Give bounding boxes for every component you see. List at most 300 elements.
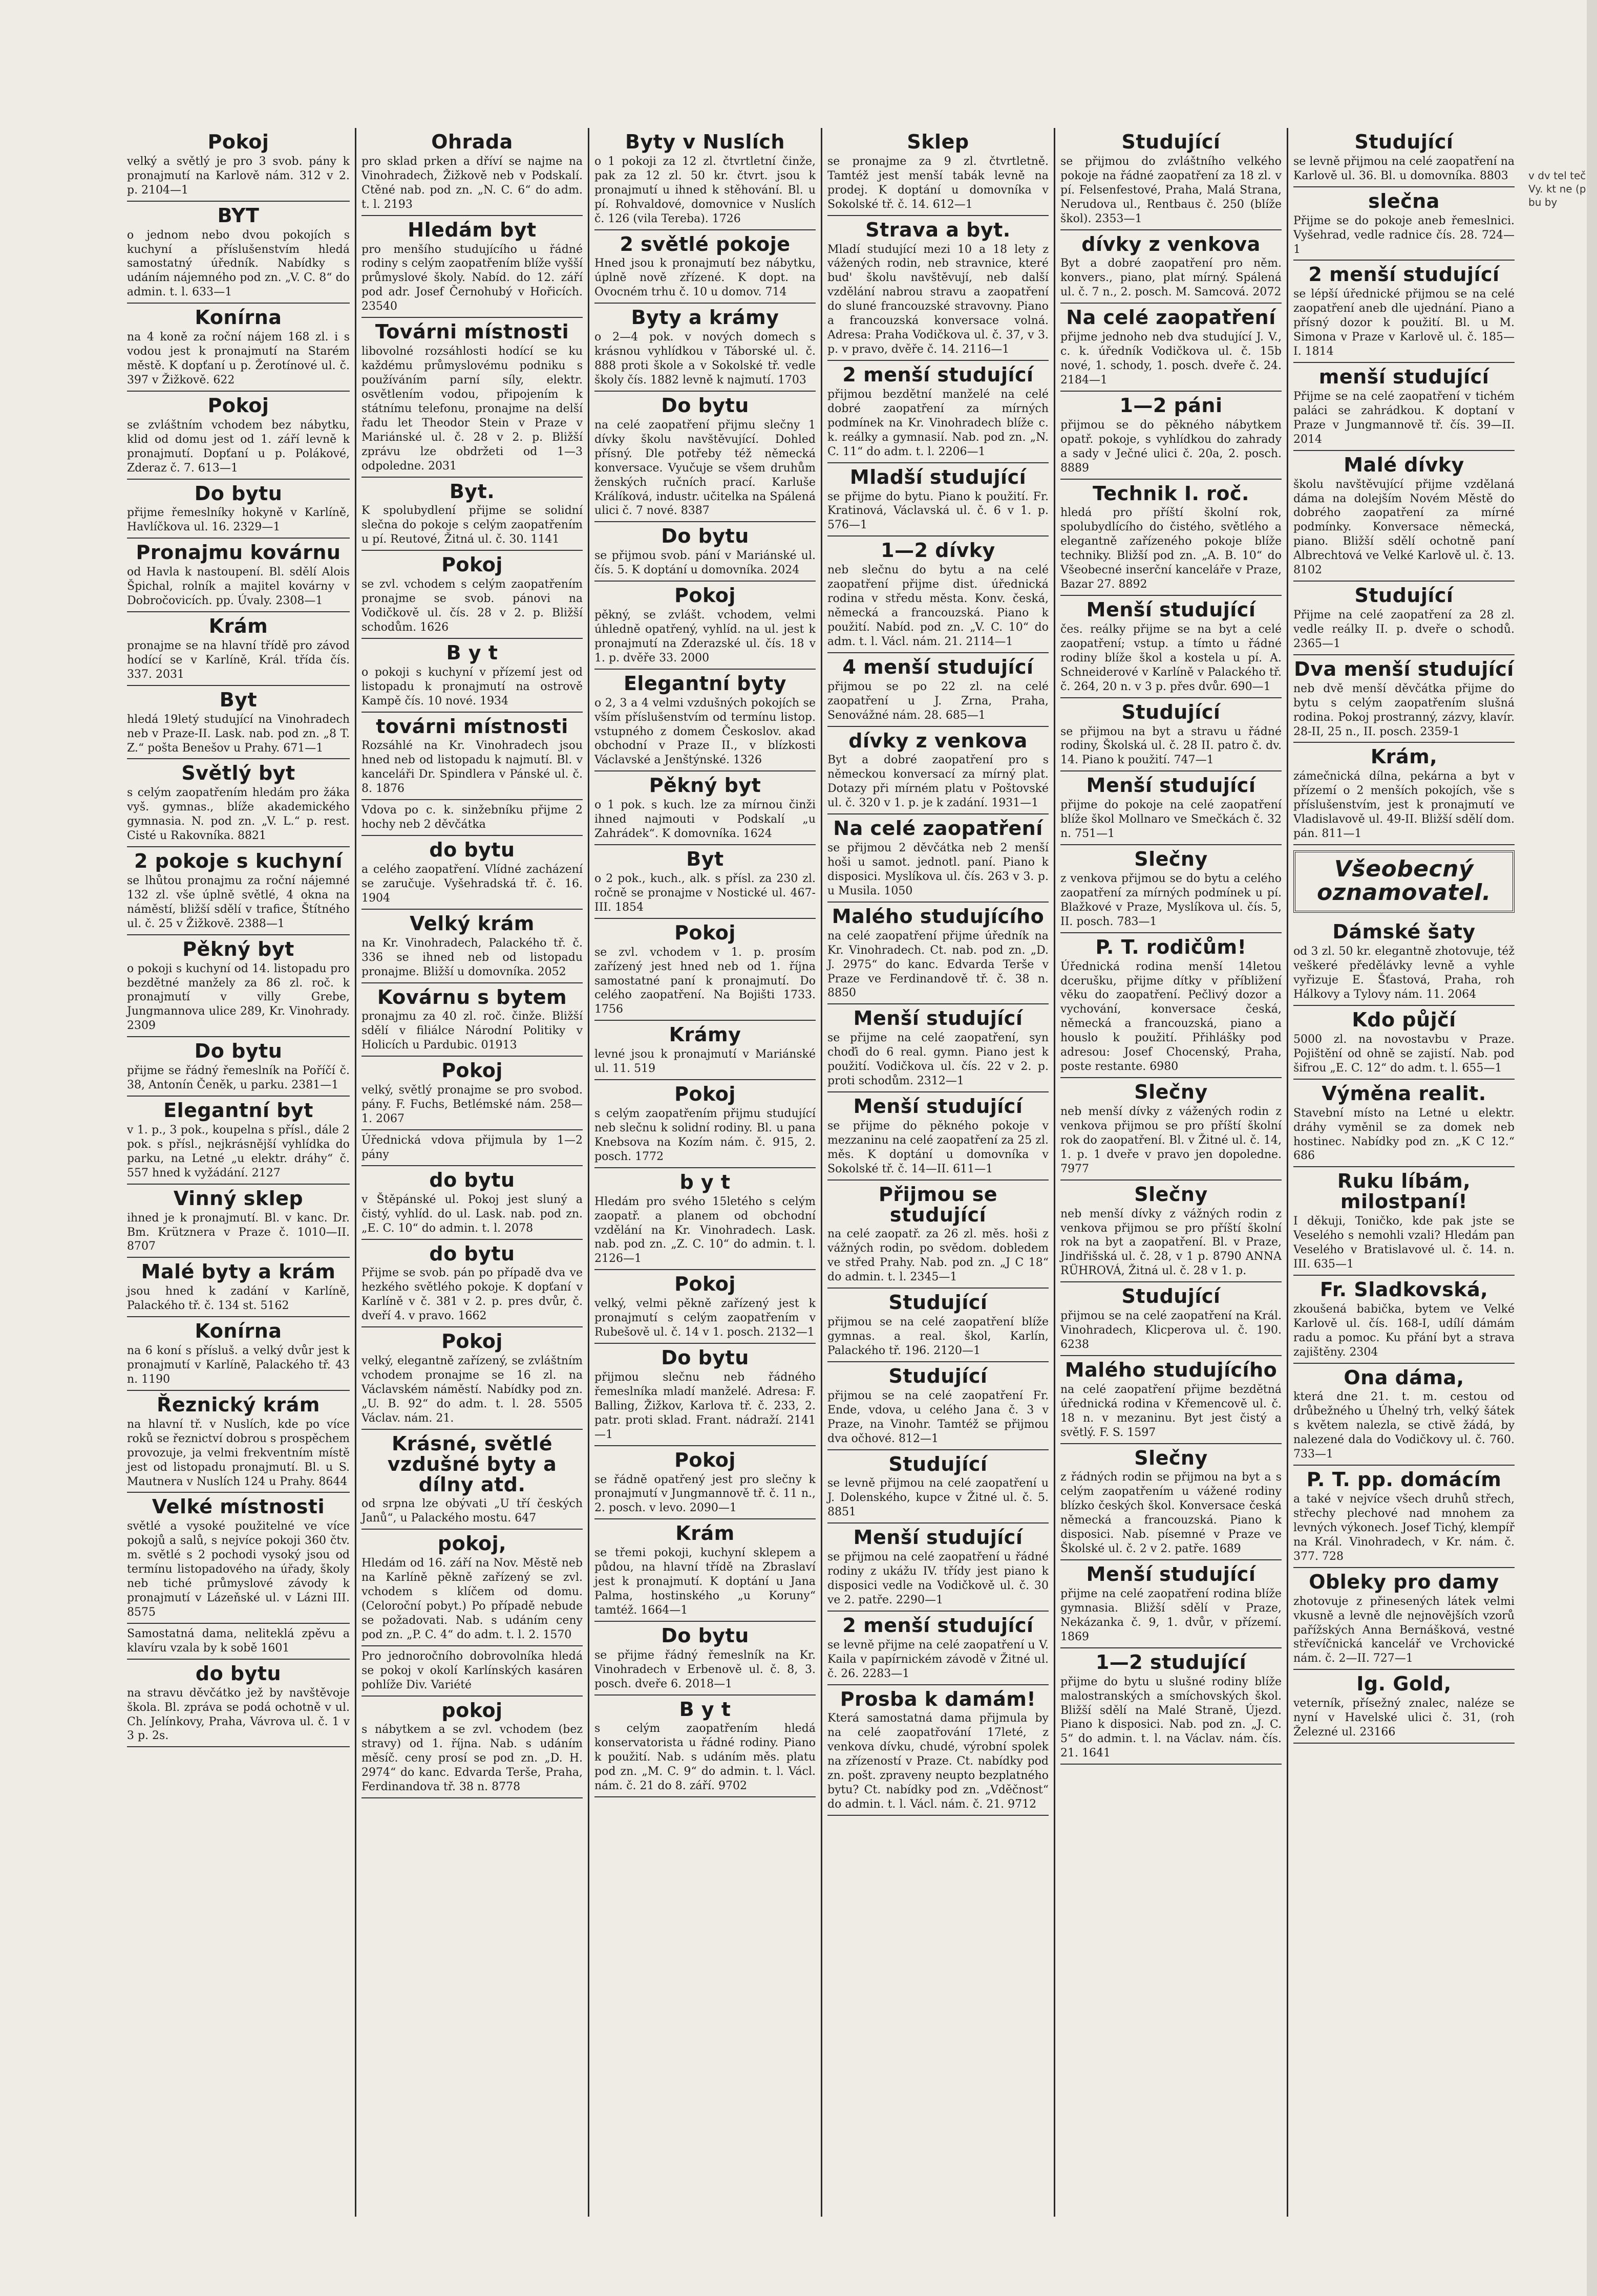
ad-body: 5000 zl. na novostavbu v Praze. Pojištění od ohně se zajistí. Nab. pod šifrou „E. C. 12“ do adm. t. l. 655—1 — [1293, 1033, 1515, 1075]
classified-ad — [1060, 304, 1282, 392]
ad-body: se přijme do bytu. Piano k použití. Fr. Kratinová, Václavská ul. č. 6 v 1. p. 576—1 — [827, 490, 1049, 532]
classified-ad — [594, 522, 816, 582]
ad-body: se levně přijmou na celé zaopatření u J. Dolenského, kupce v Žitné ul. č. 5. 8851 — [827, 1477, 1049, 1519]
ad-body: neb dvě menší děvčátka přijme do bytu s celým zaopatřením slušná rodina. Pokoj prostranný, zázvy, klavír. 28-II, 25 n., II. posch. 2359-1 — [1293, 682, 1515, 738]
classified-ad — [1060, 1648, 1282, 1765]
ad-heading: do bytu — [429, 1242, 515, 1265]
ad-body: přijmou se do pěkného nábytkem opatř. pokoje, s vyhlídkou do zahrady a sady v Ječné ulici č. 20a, 2. posch. 8889 — [1060, 418, 1282, 475]
classified-ad — [827, 727, 1049, 815]
ad-body: se přijme řádný řemeslník na Kr. Vinohradech v Erbenově ul. č. 8, 3. posch. dveře 6. 2018—1 — [594, 1648, 816, 1690]
classified-ad — [127, 1185, 350, 1258]
ad-body: se třemi pokoji, kuchyní sklepem a půdou, na hlavní třídě na Zbraslaví jest k pronajmutí. K doptání u Jana Palma, hostinského „u Koruny“ tamtéž. 1664—1 — [594, 1547, 816, 1617]
classified-ad — [127, 480, 350, 539]
ad-heading: do bytu — [195, 1662, 282, 1685]
classified-ad — [1060, 230, 1282, 304]
ad-body: se lhůtou pronajmu za roční nájemné 132 zl. vše úplně světlé, 4 okna na náměstí, bližší sdělí v trafice, Štítného ul. č. 25 v Žižkově. 2388—1 — [127, 874, 350, 930]
ad-heading: Menší studující — [853, 1526, 1023, 1549]
ad-body: Přijme se svob. pán po případě dva ve hezkého světlého pokoje. K dopťaní v Karlíně v č. 381 v 2. p. pres dvůr, č. dveří 4. v pravo. 1662 — [361, 1267, 583, 1323]
ad-body: o pokoji s kuchyní v přízemí jest od listopadu k pronajmutí na ostrově Kampě čís. 10 nové. 1934 — [361, 666, 583, 707]
ad-body: se zvláštním vchodem bez nábytku, klid od domu jest od 1. září levně k pronajmutí. Dopťaní u p. Polákové, Zderaz č. 7. 613—1 — [127, 418, 350, 475]
ad-heading: dívky z venkova — [848, 729, 1028, 752]
ad-body: Rozsáhlé na Kr. Vinohradech jsou hned neb od listopadu k najmutí. Bl. v kanceláři Dr. Spindlera v Pánské ul. č. 8. 1876 — [361, 739, 583, 796]
classified-ad — [594, 1344, 816, 1446]
classified-ad — [1293, 1276, 1515, 1364]
classified-ad — [827, 361, 1049, 463]
ad-body: na celé zaopatř. za 26 zl. měs. hoši z vážných rodin, po svědom. dobledem ve střed Prahy. Nab. pod zn. „J C 18“ do admin. t. l. 2345—1 — [827, 1228, 1049, 1284]
ad-body: se přijmou svob. pání v Mariánské ul. čís. 5. K doptání u domovníka. 2024 — [594, 549, 816, 577]
ad-heading: Ruku líbám, milostpaní! — [1337, 1170, 1471, 1213]
ad-body: v 1. p., 3 pok., koupelna s přísl., dále 2 pok. s přísl., nejkrásnější vyhlídka do parku, na Letné „u elektr. dráhy“ č. 557 hned k vyžádání. 2127 — [127, 1123, 350, 1179]
classified-ad — [827, 1612, 1049, 1685]
page-edge — [1587, 0, 1597, 2296]
classified-ad — [827, 1004, 1049, 1092]
ad-body: se přijmou na byt a stravu u řádné rodiny, Školská ul. č. 28 II. patro č. dv. 14. Piano k použití. 747—1 — [1060, 725, 1282, 767]
ad-body: o 1 pokoji za 12 zl. čtvrtletní činže, pak za 12 zl. 50 kr. čtvrt. jsou k pronajmutí u ihned k stěhování. Bl. u pí. Rohvaldové, domovnice v Nuslích č. 126 (vila Tereba). 1726 — [594, 155, 816, 225]
ad-heading: Hledám byt — [408, 218, 537, 241]
classified-ad — [827, 1450, 1049, 1524]
ad-heading: Světlý byt — [181, 762, 295, 785]
ad-heading: Prosba k damám! — [840, 1687, 1036, 1710]
ad-heading: Řeznický krám — [157, 1393, 320, 1416]
ad-body: Samostatná dama, neliteklá zpěvu a klavíru vzala by k sobě 1601 — [127, 1627, 350, 1655]
ad-body: z venkova přijmou se do bytu a celého zaopatření za mírných podmínek u pí. Blažkové v Praze, Myslíkova ul. čís. 5, II. posch. 783—1 — [1060, 872, 1282, 928]
classified-ad — [1293, 582, 1515, 655]
classified-ad — [594, 1519, 816, 1622]
classified-ad — [361, 1530, 583, 1646]
ad-body: v Štěpánské ul. Pokoj jest sluný a čistý, vyhlíd. do ul. Lask. nab. pod zn. „E. C. 10“ do admin. t. l. 2078 — [361, 1193, 583, 1235]
ad-heading: Pokoj — [207, 131, 269, 153]
ad-heading: Pokoj — [674, 584, 736, 607]
ad-body: s celým zaopatřením přijmu studující neb slečnu k solidní rodiny. Bl. u pana Knebsova na Kozím nám. č. 915, 2. posch. 1772 — [594, 1107, 816, 1163]
ad-body: přijmou se na celé zaopatření na Král. Vinohradech, Klicperova ul. č. 190. 6238 — [1060, 1310, 1282, 1351]
ad-heading: Do bytu — [194, 1040, 283, 1063]
ad-body: Byt a dobré zaopatření pro něm. konvers., piano, plat mírný. Spálená ul. č. 7 n., 2. posch. M. Samcová. 2072 — [1060, 257, 1282, 299]
ad-body: pro sklad prken a dříví se najme na Vinohradech, Žižkově neb v Podskalí. Ctěné nab. pod zn. „N. C. 6“ do adm. t. l. 2193 — [361, 155, 583, 211]
ad-body: neb menší dívky z vážených rodin z venkova přijmou se pro příští školní rok do zaopatření. Bl. v Žitné ul. č. 14, 1. p. 1 dveře v pravo jen dopoledne. 7977 — [1060, 1105, 1282, 1175]
classified-ad — [127, 128, 350, 202]
ad-body: s nábytkem a se zvl. vchodem (bez stravy) od 1. října. Nab. s udáním měsíč. ceny prosí se pod zn. „D. H. 2974“ do kanc. Edvarda Terše, Praha, Ferdinandova tř. 38 n. 8778 — [361, 1723, 583, 1794]
ad-heading: do bytu — [429, 839, 515, 862]
ad-heading: B y t — [446, 641, 498, 664]
ad-body: Byt a dobré zaopatření pro s německou konversací za mírný plat. Dotazy při mírném platu v Poštovské ul. č. 320 v 1. p. je k zadání. 1931—1 — [827, 754, 1049, 810]
section-heading-box — [1293, 850, 1515, 913]
classified-ad — [127, 1391, 350, 1493]
classified-ad — [127, 1317, 350, 1391]
ad-heading: Krám — [675, 1522, 735, 1545]
ad-heading: Na celé zaopatření — [833, 817, 1043, 840]
classified-ad — [127, 1097, 350, 1185]
ad-heading: Malého studujícího — [832, 905, 1045, 928]
classified-ad — [827, 1289, 1049, 1362]
classified-ad — [361, 983, 583, 1057]
ad-heading: Továrni místnosti — [375, 320, 569, 344]
classified-ad — [127, 1037, 350, 1097]
ad-heading: b y t — [679, 1170, 731, 1193]
classified-ad — [127, 392, 350, 480]
ad-heading: 2 menší studující — [842, 1614, 1034, 1637]
ad-body: a celého zaopatření. Vlídné zacházení se zaručuje. Vyšehradská tř. č. 16. 1904 — [361, 863, 583, 905]
ad-heading: slečna — [1368, 189, 1440, 212]
ad-body: s celým zaopatřením hledám pro žáka vyš. gymnas., blíže akademického gymnasia. N. pod zn. „V. L.“ p. rest. Cisté u Rakovníka. 8821 — [127, 786, 350, 843]
ad-heading: Ohrada — [431, 131, 513, 153]
ad-body: Přijme na celé zaopatření za 28 zl. vedle reálky II. p. dveře o schodů. 2365—1 — [1293, 609, 1515, 650]
ad-heading: Do bytu — [661, 394, 749, 417]
classified-ad — [361, 318, 583, 477]
ad-heading: BYT — [217, 204, 260, 227]
classified-ad — [361, 1240, 583, 1328]
ad-body: Přijme se na celé zaopatření v tichém paláci se zahrádkou. K doptaní v Praze v Jungmannově tř. čís. 39—II. 2014 — [1293, 390, 1515, 446]
ad-body: na celé zaopatření přijme bezdětná úřednická rodina v Křemencově ul. č. 18 n. v mezaninu. Byt jest čistý a světlý. F. S. 1597 — [1060, 1383, 1282, 1439]
classified-ad — [594, 845, 816, 919]
ad-heading: Velký krám — [410, 912, 535, 935]
ad-body: Mladí studující mezi 10 a 18 lety z vážených rodin, neb stravnice, které bud' školu navštěvují, neb další vzdělání nabrou stravu a zaopatření do sluné francouzské stravovny. Piano a francouzská konversace volná. Adresa: Praha Vodičkova ul. č. 37, v 3. p. v pravo, dvěře č. 14. 2116—1 — [827, 243, 1049, 356]
ad-heading: Konírna — [195, 1320, 282, 1343]
classified-ad — [1060, 1181, 1282, 1283]
ad-body: Úřednická vdova přijmula by 1—2 pány — [361, 1133, 583, 1161]
ad-body: z řádných rodin se přijmou na byt a s celým zaopatřením u vážené rodiny blízko českých škol. Konversace česká německá a francouzská. Piano k disposici. Nab. písemné v Praze ve Školské ul. č. 2 v 2. patře. 1689 — [1060, 1471, 1282, 1556]
ad-body: na Kr. Vinohradech, Palackého tř. č. 336 se ihned neb od listopadu pronajme. Bližší u domovníka. 2052 — [361, 936, 583, 978]
classified-ad — [361, 216, 583, 318]
ad-heading: Do bytu — [661, 525, 749, 548]
ad-heading: P. T. pp. domácím — [1306, 1468, 1502, 1491]
classified-ad — [1293, 187, 1515, 261]
classified-ad — [594, 128, 816, 230]
ad-heading: Menší studující — [1086, 598, 1256, 621]
classified-ad — [827, 128, 1049, 216]
classified-ad — [361, 478, 583, 551]
ad-heading: Kdo půjčí — [1352, 1008, 1456, 1032]
ad-body: se levně přijme na celé zaopatření u V. Kaila v papírnickém závodě v Žitné ul. č. 26. 2283—1 — [827, 1638, 1049, 1680]
classified-ad — [127, 759, 350, 847]
ad-body: velký, velmi pěkně zařízený jest k pronajmutí s celým zaopatřením v Rubešově ul. č. 14 v 1. posch. 2132—1 — [594, 1297, 816, 1339]
classified-ad — [1293, 1568, 1515, 1670]
ad-body: Hned jsou k pronajmutí bez nábytku, úplně nově zřízené. K dopt. na Ovocném trhu č. 10 u domov. 714 — [594, 257, 816, 299]
classified-ad — [827, 1685, 1049, 1816]
ad-heading: 2 pokoje s kuchyní — [134, 850, 343, 873]
ad-heading: Ig. Gold, — [1356, 1672, 1452, 1696]
ad-body: veterník, přísežný znalec, naléze se nyní v Havelské ulici č. 31, (roh Železné ul. 23166 — [1293, 1697, 1515, 1739]
ad-body: na 4 koně za roční nájem 168 zl. i s vodou jest k pronajmutí na Starém městě. K dopťaní u p. Žerotínové ul. č. 397 v Žižkově. 622 — [127, 331, 350, 387]
ad-heading: Menší studující — [1086, 774, 1256, 797]
ad-heading: Studující — [1121, 131, 1221, 153]
ad-heading: Byt — [686, 848, 724, 871]
ad-heading: Studující — [888, 1452, 988, 1475]
classified-ad — [361, 551, 583, 639]
classified-ad — [1060, 480, 1282, 596]
classified-ad — [127, 1660, 350, 1748]
ad-body: od Havla k nastoupení. Bl. sdělí Alois Špichal, rolník a majitel kovárny v Dobročovicích. pp. Úvaly. 2308—1 — [127, 566, 350, 608]
ad-body: čes. reálky přijme se na byt a celé zaopatření; vstup. a tímto u řádné rodiny blíže škol a kostela u pí. A. Schneiderové v Karlíně v Palackého tř. č. 264, 20 n. v 3 p. přes dvůr. 690—1 — [1060, 623, 1282, 693]
ad-body: na hlavní tř. v Nuslích, kde po více roků se řeznictví dobrou s prospěchem provozuje, ja velmi frekventním místě jest od listopadu pronajmutí. Bl. u S. Mautnera v Nuslích 124 u Prahy. 8644 — [127, 1418, 350, 1488]
ad-heading: Obleky pro damy — [1309, 1570, 1499, 1593]
classified-ad — [1060, 392, 1282, 480]
classified-ad — [594, 1080, 816, 1168]
ad-heading: Pokoj — [674, 1448, 736, 1471]
ad-heading: Studující — [888, 1364, 988, 1387]
column-1 — [122, 128, 355, 2217]
ad-body: zkoušená babička, bytem ve Velké Karlově ul. čís. 168-I, udílí dámám radu a pomoc. Ku přání byt a strava zajištěny. 2304 — [1293, 1302, 1515, 1359]
ad-body: Přijme se do pokoje aneb řemeslnici. Vyšehrad, vedle radnice čís. 28. 724—1 — [1293, 214, 1515, 256]
classified-ad — [594, 392, 816, 522]
ad-heading: Pokoj — [207, 394, 269, 417]
classified-ad — [1293, 918, 1515, 1006]
ad-heading: Slečny — [1134, 1081, 1208, 1104]
ad-heading: Výměna realit. — [1322, 1082, 1486, 1105]
classified-ad — [1060, 128, 1282, 230]
classified-ad — [1293, 1364, 1515, 1466]
ad-body: pěkný, se zvlášt. vchodem, velmi úhledně opatřený, vyhlíd. na ul. jest k pronajmutí na Zderazské ul. čís. 18 v 1. p. dvěře 33. 2000 — [594, 609, 816, 664]
classified-ad — [361, 713, 583, 801]
ad-body: s celým zaopatřením hledá konservatorista u řádné rodiny. Piano k použití. Nab. s udáním měs. platu pod zn. „M. C. 9“ do admin. t. l. Václ. nám. č. 21 do 8. září. 9702 — [594, 1722, 816, 1793]
ad-body: na celé zaopatření přijme úředník na Kr. Vinohradech. Ct. nab. pod zn. „D. J. 2975“ do kanc. Edvarda Terše v Praze ve Ferdinandově tř. č. 38 n. 8850 — [827, 929, 1049, 1000]
ad-heading: pokoj, — [437, 1532, 507, 1555]
ad-heading: Studující — [1354, 584, 1454, 607]
ad-heading: Byty v Nuslích — [625, 131, 785, 153]
ad-heading: 1—2 dívky — [881, 539, 995, 562]
ad-body: školu navštěvující přijme vzdělaná dáma na dolejším Novém Městě do dobrého zaopatření za mírné podmínky. Konversace německá, piano. Bližší sdělí ochotně paní Albrechtová ve Velké Karlově ul. č. 13. 8102 — [1293, 478, 1515, 577]
ad-heading: Krásné, světlé vzdušné byty a dílny atd. — [387, 1432, 557, 1496]
classified-ad — [594, 1270, 816, 1344]
ad-heading: Na celé zaopatření — [1066, 306, 1276, 329]
ad-body: o pokoji s kuchyní od 14. listopadu pro bezdětné manžely za 86 zl. roč. k pronajmutí v villy Grebe, Jungmannova ulice 289, Kr. Vinohrady. 2309 — [127, 962, 350, 1033]
classified-ad — [1293, 1670, 1515, 1744]
ad-heading: Elegantní byt — [163, 1099, 313, 1122]
classified-ad — [594, 670, 816, 772]
ad-body: světlé a vysoké použitelné ve více pokojů a salů, s nejvíce pokoji 360 čtv. m. světlé s 2 pochodi vysoký jsou od termínu listopadového na úřady, školy neb tiché průmyslové závody k pronajmutí v Lázeňské ul. v Lázni III. 8575 — [127, 1520, 350, 1619]
classified-ad — [1060, 1444, 1282, 1561]
ad-heading: 1—2 studující — [1095, 1650, 1247, 1673]
classified-ad — [361, 910, 583, 983]
classified-ad — [1293, 1466, 1515, 1568]
ad-heading: P. T. rodičům! — [1095, 935, 1247, 958]
column-3 — [588, 128, 821, 2217]
classified-ad — [1293, 1167, 1515, 1276]
classified-ad — [1060, 698, 1282, 772]
ad-heading: Pronajmu kovárnu — [136, 541, 341, 564]
ad-body: se zvl. vchodem s celým zaopatřením pronajme se svob. pánovi na Vodičkově ul. čís. 28 v 2. p. Bližší schodům. 1626 — [361, 578, 583, 634]
ad-body: neb menší dívky z vážných rodin z venkova přijmou se pro příští školní rok na byt a zaopatření. Bl. v Praze, Jindřišská ul. č. 28, v 1 p. 8790 ANNA RÜHROVÁ, Žitná ul. č. 28 v 1. p. — [1060, 1207, 1282, 1278]
classified-ad — [361, 1166, 583, 1240]
ad-heading: Malého studujícího — [1064, 1358, 1277, 1381]
ad-body: Která samostatná dama přijmula by na celé zaopatřování 17leté, z venkova dívku, chudé, výrobní spolek na zřízeností v Praze. Ct. nabídky pod zn. pošt. zpraveny neupto bezplatného bytu? Ct. nabídky pod zn. „Vděčnost“ do admin. t. l. Václ. nám. č. 21. 9712 — [827, 1712, 1049, 1811]
cropped-margin-text: v dv tel teč Vy. kt ne (p bu by — [1528, 169, 1586, 208]
classified-ad — [361, 1697, 583, 1799]
classified-ad — [127, 202, 350, 304]
ad-body: jsou hned k zadání v Karlíně, Palackého tř. č. 134 st. 5162 — [127, 1285, 350, 1313]
ad-body: velký, elegantně zařízený, se zvláštním vchodem pronajme se 16 zl. na Václavském náměstí. Nabídky pod zn. „U. B. 92“ do adm. t. l. 28. 5505 Václav. nám. 21. — [361, 1355, 583, 1425]
ad-heading: Menší studující — [1086, 1563, 1256, 1586]
ad-heading: Pokoj — [674, 1083, 736, 1106]
ad-heading: Mladší studující — [849, 465, 1027, 488]
classified-ad — [1060, 1356, 1282, 1444]
ad-heading: Studující — [1121, 700, 1221, 723]
ad-heading: Sklep — [907, 131, 969, 153]
classified-ad — [127, 539, 350, 612]
column-6 — [1287, 128, 1520, 2217]
ad-heading: Studující — [1121, 1285, 1221, 1308]
ad-body: se levně přijmou na celé zaopatření na Karlově ul. 36. Bl. u domovníka. 8803 — [1293, 155, 1515, 182]
classified-ad — [827, 1092, 1049, 1181]
classified-ad — [594, 1021, 816, 1080]
ad-heading: Do bytu — [661, 1624, 749, 1647]
ad-heading: Pokoj — [441, 553, 503, 576]
classified-ad — [827, 1523, 1049, 1612]
ad-heading: Malé byty a krám — [141, 1260, 336, 1283]
classified-ad — [1060, 771, 1282, 845]
classified-ad — [594, 230, 816, 304]
ad-heading: Pokoj — [441, 1059, 503, 1082]
ad-body: na celé zaopatření přijmu slečny 1 dívky školu navštěvující. Dohled přísný. Dle potřeby též německá konversace. Vyučuje se všem druhům ženských ručních prací. Karluše Králíková, industr. učitelka na Spálená ulici č. 7 nové. 8387 — [594, 418, 816, 518]
ad-heading: Studující — [888, 1291, 988, 1314]
classified-ad — [1293, 743, 1515, 845]
classified-ad — [361, 128, 583, 216]
ad-heading: Pěkný byt — [649, 774, 761, 797]
classified-ad — [1060, 1078, 1282, 1181]
ad-heading: dívky z venkova — [1081, 232, 1261, 255]
ad-body: hledá 19letý studující na Vinohradech neb v Praze-II. Lask. nab. pod zn. „8 T. Z.“ pošta Benešov u Prahy. 671—1 — [127, 713, 350, 755]
classified-ad — [594, 582, 816, 670]
classified-ad — [361, 1327, 583, 1430]
ad-body: se zvl. vchodem v 1. p. prosím zařízený jest hned neb od 1. října samostatné paní k pronajmutí. Do celého zaopatření. Na Bojišti 1733. 1756 — [594, 946, 816, 1016]
classified-ad — [1060, 1282, 1282, 1356]
classified-ad — [1060, 1560, 1282, 1648]
ad-body: přijmou slečnu neb řádného řemeslníka mladí manželé. Adresa: F. Balling, Žižkov, Karlova tř. č. 233, 2. patr. proti sklad. Frant. nádraží. 2141—1 — [594, 1370, 816, 1441]
classified-ad — [594, 919, 816, 1021]
classified-ad — [1060, 933, 1282, 1078]
classified-ad — [827, 653, 1049, 727]
ad-heading: Fr. Sladkovská, — [1319, 1278, 1488, 1301]
classified-ad — [594, 1446, 816, 1520]
classified-ad — [827, 216, 1049, 361]
ad-body: o 1 pok. s kuch. lze za mírnou činži ihned najmouti v Podskalí „u Zahrádek“. K domovníka. 1624 — [594, 799, 816, 841]
ad-body: se přijmou na celé zaopatření u řádné rodiny z ukážu IV. třídy jest piano k disposici vedle na Vodičkově ul. č. 30 ve 2. patře. 2290—1 — [827, 1551, 1049, 1606]
ad-body: a také v nejvíce všech druhů střech, střechy plechové nad mnohem za levných výkonech. Josef Tichý, klempíř na Král. Vinohradech, v Kr. nám. č. 377. 728 — [1293, 1493, 1515, 1563]
ad-body: od 3 zl. 50 kr. elegantně zhotovuje, též veškeré předělávky levně a vyhle vyřizuje E. Šťastová, Praha, roh Hálkovy a Tylovy nám. 11. 2064 — [1293, 945, 1515, 1001]
ad-body: Vdova po c. k. sinžebníku přijme 2 hochy neb 2 děvčátka — [361, 804, 583, 831]
ad-heading: Menší studující — [853, 1007, 1023, 1030]
classified-ad — [127, 612, 350, 686]
classified-ad — [1293, 363, 1515, 451]
classified-ad — [127, 847, 350, 935]
classified-ad — [1293, 128, 1515, 187]
ad-body: přijme do pokoje na celé zaopatření blíže škol Mollnaro ve Smečkách č. 32 n. 751—1 — [1060, 799, 1282, 841]
ad-heading: Do bytu — [661, 1346, 749, 1369]
ad-body: o 2, 3 a 4 velmi vzdušných pokojích se vším příslušenstvím od termínu listop. vstupného z domem Českoslov. akad obchodní v Praze II., v blízkosti Václavské a Jenštýnské. 1326 — [594, 696, 816, 767]
ad-body: přijme na celé zaopatření rodina blíže gymnasia. Bližší sdělí v Praze, Nekázanka č. 9, 1. dvůr, v přízemí. 1869 — [1060, 1587, 1282, 1643]
ad-heading: Přijmou se studující — [878, 1183, 998, 1226]
ad-heading: Menší studující — [853, 1095, 1023, 1118]
classified-ad — [361, 1646, 583, 1697]
classified-ad — [361, 800, 583, 836]
classified-ad — [827, 463, 1049, 537]
ad-body: se řádně opatřený jest pro slečny k pronajmutí v Jungmannově tř. č. 11 n., 2. posch. v levo. 2090—1 — [594, 1473, 816, 1515]
ad-body: velký a světlý je pro 3 svob. pány k pronajmutí na Karlově nám. 312 v 2. p. 2104—1 — [127, 155, 350, 197]
classified-ad — [361, 836, 583, 910]
classified-ad — [1060, 845, 1282, 933]
ad-body: o 2—4 pok. v nových domech s krásnou vyhlídkou v Táborské ul. č. 888 proti škole a v Sokolské tř. vedle školy čís. 1882 levně k najmutí. 1703 — [594, 331, 816, 387]
ad-heading: Do bytu — [194, 482, 283, 505]
classified-ad — [827, 1362, 1049, 1450]
ad-body: ihned je k pronajmutí. Bl. v kanc. Dr. Bm. Krütznera v Praze č. 1010—II. 8707 — [127, 1211, 350, 1253]
classified-ad — [827, 1181, 1049, 1289]
ad-heading: Kovárnu s bytem — [377, 985, 567, 1008]
ad-body: I děkuji, Toničko, kde pak jste se Veselého s nemohli vzali? Hledám pan Veselého v Bratislavové ul. č. 14. n. III. 635—1 — [1293, 1215, 1515, 1271]
ad-body: na stravu děvčátko jež by navštěvoje škola. Bl. zpráva se podá ochotně v ul. Ch. Jelínkovy, Praha, Vávrova ul. č. 1 v 3 p. 2s. — [127, 1686, 350, 1743]
classified-ad — [1060, 596, 1282, 698]
ad-heading: Krámy — [669, 1023, 741, 1046]
ad-body: velký, světlý pronajme se pro svobod. pány. F. Fuchs, Betlémské nám. 258—1. 2067 — [361, 1084, 583, 1125]
classified-ad — [361, 1057, 583, 1130]
ad-body: přijme jednoho neb dva studující J. V., c. k. úředník Vodičkova ul. č. 15b nové, 1. schody, 1. posch. dveře č. 24. 2184—1 — [1060, 331, 1282, 387]
classified-ad — [127, 686, 350, 760]
classified-ad — [1293, 655, 1515, 743]
ad-heading: Byt — [219, 688, 258, 711]
ad-heading: Studující — [1354, 131, 1454, 153]
ad-body: se pronajme za 9 zl. čtvrtletně. Tamtéž jest menší tabák levně na prodej. K doptání u domovníka v Sokolské tř. č. 14. 612—1 — [827, 155, 1049, 211]
ad-heading: Malé dívky — [1344, 453, 1464, 476]
classified-columns — [122, 128, 1520, 2217]
ad-heading: Technik I. roč. — [1093, 482, 1249, 505]
ad-heading: Elegantní byty — [623, 672, 787, 695]
ad-body: přijmou se na celé zaopatření blíže gymnas. a real. škol, Karlín, Palackého tř. 196. 2120—1 — [827, 1316, 1049, 1357]
column-4 — [821, 128, 1054, 2217]
classified-ad — [361, 1430, 583, 1530]
ad-heading: do bytu — [429, 1168, 515, 1191]
ad-body: hledá pro příští školní rok, spolubydlícího do čistého, světlého a elegantně zařízeného pokoje blíže techniky. Bližší pod zn. „A. B. 10“ do Všeobecné inserční kanceláře v Praze, Bazar 27. 8892 — [1060, 506, 1282, 591]
ad-body: Úřednická rodina menší 14letou dcerušku, přijme dítky v příbližení věku do zaopatření. Pečlivý dozor a vychování, konversace česká, německá a francouzská, piano a houslo k použití. Přihlášky pod adresou: Josef Chocenský, Praha, poste restante. 6980 — [1060, 960, 1282, 1074]
ad-heading: Pokoj — [674, 921, 736, 944]
classified-ad — [127, 1624, 350, 1660]
ad-body: se lépší úřednické přijmou se na celé zaopatření aneb dle ujednání. Piano a přísný dozor k použití. Bl. u M. Simona v Praze v Karlově ul. č. 185—I. 1814 — [1293, 288, 1515, 358]
ad-heading: 2 menší studující — [1308, 263, 1500, 286]
column-2 — [355, 128, 588, 2217]
ad-body: se přijmou 2 děvčátka neb 2 menší hoši u samot. jednotl. paní. Piano k disposici. Myslíkova ul. čís. 263 v 3. p. u Musila. 1050 — [827, 842, 1049, 897]
classified-ad — [1293, 451, 1515, 582]
ad-heading: Slečny — [1134, 1183, 1208, 1206]
classified-ad — [127, 1258, 350, 1317]
classified-ad — [594, 304, 816, 392]
ad-heading: Strava a byt. — [865, 218, 1011, 241]
column-5 — [1054, 128, 1287, 2217]
ad-heading: Krám, — [1370, 745, 1438, 768]
ad-body: pronajmu za 40 zl. roč. činže. Bližší sdělí v filiálce Národní Politiky v Holicích u Pardubic. 01913 — [361, 1010, 583, 1052]
ad-body: levné jsou k pronajmutí v Mariánské ul. 11. 519 — [594, 1048, 816, 1076]
ad-body: libovolné rozsáhlosti hodící se ku každému průmyslovému podniku s používáním parní síly, elektr. osvětlením vodou, připojením k státnímu telefonu, pronajme na delší řadu let Theodor Stein v Praze v Mariánské ul. č. 28 v 2. p. Bližší zprávu lze obdržeti od 1—3 odpoledne. 2031 — [361, 345, 583, 473]
classified-ad — [127, 304, 350, 392]
ad-body: K spolubydlení přijme se solidní slečna do pokoje s celým zaopatřením u pí. Reutové, Žitná ul. č. 30. 1141 — [361, 504, 583, 546]
ad-heading: Krám — [208, 615, 268, 638]
ad-heading: 4 menší studující — [842, 655, 1034, 678]
ad-body: se přijme do pěkného pokoje v mezzaninu na celé zaopatření za 25 zl. měs. K doptání u domovníka v Sokolské tř. č. 14—II. 611—1 — [827, 1119, 1049, 1175]
classified-ad — [827, 814, 1049, 903]
ad-body: přijme do bytu u slušné rodiny blíže malostranských a smíchovských škol. Bližší sdělí na Malé Straně, Újezd. Piano k disposici. Nab. pod zn. „J. C. 5“ do admin. t. l. na Václav. nám. čís. 21. 1641 — [1060, 1675, 1282, 1760]
ad-heading: Pěkný byt — [182, 937, 294, 960]
ad-heading: pokoj — [441, 1699, 503, 1722]
ad-body: Stavební místo na Letné u elektr. dráhy vyměnil se za domek neb hostinec. Nabídky pod zn. „K C 12.“ 686 — [1293, 1106, 1515, 1163]
classified-ad — [1293, 1006, 1515, 1080]
ad-heading: Slečny — [1134, 848, 1208, 871]
ad-heading: Ona dáma, — [1344, 1366, 1464, 1389]
ad-body: Hledám pro svého 15letého s celým zaopatř. a planem od obchodní vzdělání na Kr. Vinohradech. Lask. nab. pod zn. „Z. C. 10“ do admin. t. l. 2126—1 — [594, 1195, 816, 1265]
ad-heading: Byty a krámy — [631, 306, 779, 329]
ad-body: pronajme se na hlavní třídě pro závod hodící se v Karlíně, Král. třída čís. 337. 2031 — [127, 639, 350, 681]
classified-ad — [127, 935, 350, 1038]
ad-heading: Všeobecný oznamovatel. — [1317, 856, 1491, 906]
classified-ad — [594, 1622, 816, 1696]
ad-heading: B y t — [679, 1698, 731, 1721]
ad-heading: Konírna — [195, 306, 282, 329]
ad-body: přijme řemeslníky hokyně v Karlíně, Havlíčkova ul. 16. 2329—1 — [127, 506, 350, 534]
